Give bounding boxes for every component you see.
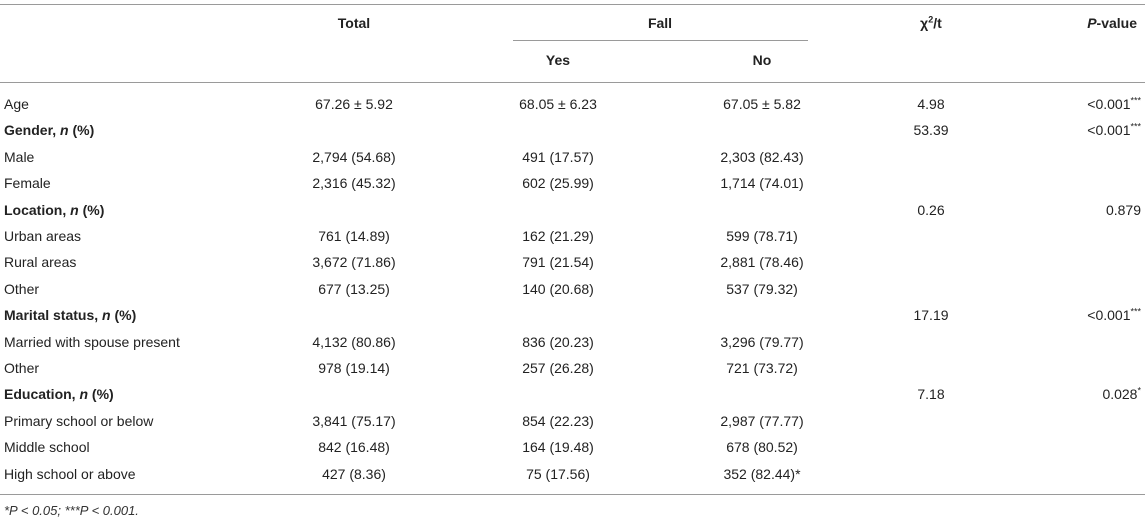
cell-p-value: <0.001*** bbox=[1087, 95, 1141, 112]
header-fall-no: No bbox=[752, 52, 772, 68]
cell-fall-yes: 164 (19.48) bbox=[522, 439, 594, 455]
cell-total: 427 (8.36) bbox=[322, 466, 386, 482]
cell-fall-yes: 791 (21.54) bbox=[522, 254, 594, 270]
cell-fall-no: 537 (79.32) bbox=[726, 281, 798, 297]
header-chi-square: $\chi^2/t$ bbox=[920, 14, 942, 31]
header-p-value: P-value bbox=[1087, 15, 1137, 31]
fall-group-rule bbox=[513, 40, 808, 41]
cell-fall-no: 678 (80.52) bbox=[726, 439, 798, 455]
cell-fall-no: 352 (82.44)* bbox=[723, 466, 801, 482]
cell-total: 67.26 ± 5.92 bbox=[315, 96, 393, 112]
section-label: Marital status, n (%) bbox=[4, 307, 137, 323]
cell-fall-no: 599 (78.71) bbox=[726, 228, 798, 244]
cell-p-value: <0.001*** bbox=[1087, 121, 1141, 138]
cell-fall-yes: 68.05 ± 6.23 bbox=[519, 96, 597, 112]
cell-fall-yes: 602 (25.99) bbox=[522, 175, 594, 191]
cell-fall-no: 2,881 (78.46) bbox=[720, 254, 804, 270]
cell-fall-no: 3,296 (79.77) bbox=[720, 334, 804, 350]
header-total: Total bbox=[337, 15, 371, 31]
cell-fall-no: 2,987 (77.77) bbox=[720, 413, 804, 429]
cell-total: 2,316 (45.32) bbox=[312, 175, 396, 191]
cell-chi-square: 0.26 bbox=[917, 202, 945, 218]
row-label: Rural areas bbox=[4, 254, 77, 270]
section-label: Education, n (%) bbox=[4, 386, 114, 402]
header-fall: Fall bbox=[647, 15, 673, 31]
cell-fall-yes: 836 (20.23) bbox=[522, 334, 594, 350]
cell-fall-yes: 162 (21.29) bbox=[522, 228, 594, 244]
cell-fall-yes: 257 (26.28) bbox=[522, 360, 594, 376]
cell-total: 3,672 (71.86) bbox=[312, 254, 396, 270]
row-label: Other bbox=[4, 281, 40, 297]
cell-fall-no: 721 (73.72) bbox=[726, 360, 798, 376]
section-label: Location, n (%) bbox=[4, 202, 105, 218]
cell-fall-yes: 75 (17.56) bbox=[526, 466, 590, 482]
section-label: Gender, n (%) bbox=[4, 122, 95, 138]
row-label: Age bbox=[4, 96, 29, 112]
row-label: Primary school or below bbox=[4, 413, 154, 429]
table-bottom-rule bbox=[0, 494, 1145, 495]
row-label: Married with spouse present bbox=[4, 334, 180, 350]
row-label: High school or above bbox=[4, 466, 136, 482]
cell-total: 4,132 (80.86) bbox=[312, 334, 396, 350]
cell-chi-square: 4.98 bbox=[917, 96, 945, 112]
cell-chi-square: 7.18 bbox=[917, 386, 945, 402]
row-label: Other bbox=[4, 360, 40, 376]
cell-total: 3,841 (75.17) bbox=[312, 413, 396, 429]
header-fall-yes: Yes bbox=[545, 52, 571, 68]
row-label: Middle school bbox=[4, 439, 90, 455]
cell-fall-yes: 854 (22.23) bbox=[522, 413, 594, 429]
cell-fall-no: 2,303 (82.43) bbox=[720, 149, 804, 165]
cell-chi-square: 53.39 bbox=[913, 122, 949, 138]
cell-total: 677 (13.25) bbox=[318, 281, 390, 297]
header-bottom-rule bbox=[0, 82, 1145, 83]
cell-p-value: 0.879 bbox=[1105, 202, 1141, 218]
cell-fall-no: 67.05 ± 5.82 bbox=[723, 96, 801, 112]
cell-p-value: 0.028* bbox=[1102, 385, 1141, 402]
cell-fall-no: 1,714 (74.01) bbox=[720, 175, 804, 191]
cell-total: 842 (16.48) bbox=[318, 439, 390, 455]
cell-fall-yes: 140 (20.68) bbox=[522, 281, 594, 297]
cell-fall-yes: 491 (17.57) bbox=[522, 149, 594, 165]
cell-p-value: <0.001*** bbox=[1087, 306, 1141, 323]
cell-total: 978 (19.14) bbox=[318, 360, 390, 376]
row-label: Male bbox=[4, 149, 35, 165]
row-label: Female bbox=[4, 175, 51, 191]
cell-total: 2,794 (54.68) bbox=[312, 149, 396, 165]
table-top-rule bbox=[0, 4, 1145, 5]
cell-total: 761 (14.89) bbox=[318, 228, 390, 244]
cell-chi-square: 17.19 bbox=[913, 307, 949, 323]
table-footnote: *P < 0.05; ***P < 0.001. bbox=[4, 503, 139, 518]
row-label: Urban areas bbox=[4, 228, 82, 244]
